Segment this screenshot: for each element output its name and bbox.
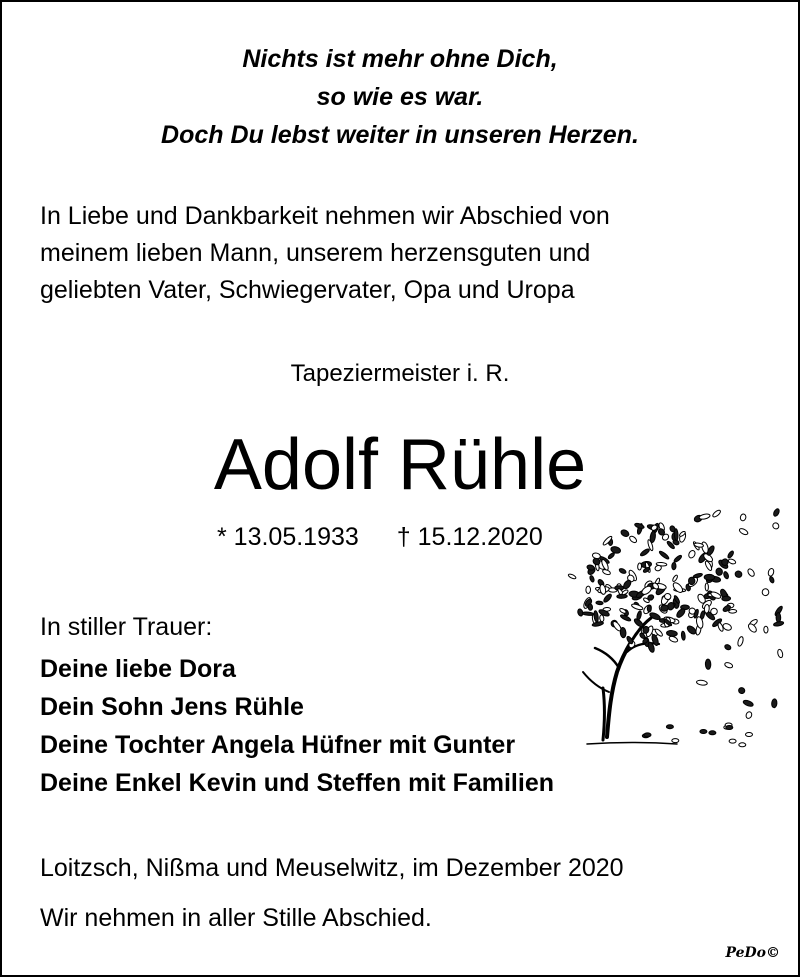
motto-line: Doch Du lebst weiter in unseren Herzen. — [161, 121, 639, 149]
mourner-name: Deine Tochter Angela Hüfner mit Gunter — [40, 731, 516, 759]
mourner-name: Dein Sohn Jens Rühle — [40, 693, 304, 721]
mourning-label: In stiller Trauer: — [40, 613, 213, 641]
tree-leaves-icon — [547, 492, 787, 757]
mourners-list — [40, 650, 554, 802]
deceased-name: Adolf Rühle — [213, 425, 587, 505]
place-and-date: Loitzsch, Nißma und Meuselwitz, im Dezember 2020 — [40, 854, 624, 882]
mourner-name: Deine Enkel Kevin und Steffen mit Familien — [40, 769, 554, 797]
motto — [2, 40, 798, 154]
mourner-name: Deine liebe Dora — [40, 655, 236, 683]
designer-signature: PeDo© — [725, 945, 780, 961]
intro-line: meinem lieben Mann, unserem herzensguten und — [40, 239, 591, 267]
motto-line: so wie es war. — [316, 83, 484, 111]
motto-line: Nichts ist mehr ohne Dich, — [242, 45, 558, 73]
intro-text — [40, 198, 760, 309]
birth-date: * 13.05.1933 — [217, 523, 359, 551]
closing-line: Wir nehmen in aller Stille Abschied. — [40, 904, 432, 932]
death-date: † 15.12.2020 — [396, 523, 543, 551]
intro-line: geliebten Vater, Schwiegervater, Opa und Uropa — [40, 276, 575, 304]
life-dates — [217, 520, 543, 554]
profession: Tapeziermeister i. R. — [290, 360, 510, 387]
intro-line: In Liebe und Dankbarkeit nehmen wir Abschied von — [40, 202, 610, 230]
